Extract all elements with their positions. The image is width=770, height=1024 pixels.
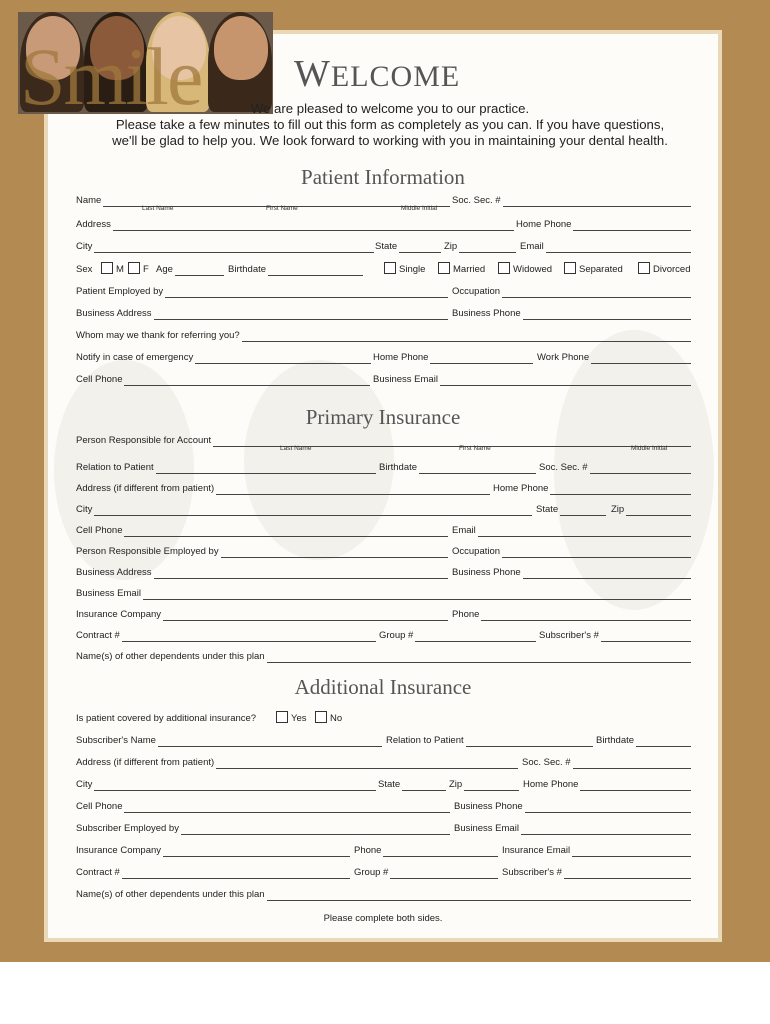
last-name-caption: Last Name [142, 205, 174, 212]
intro-line-2: Please take a few minutes to fill out this form as completely as you can. If you have questions, [115, 117, 665, 132]
covered-no-checkbox[interactable]: No [315, 711, 342, 725]
primary-subscriber-field[interactable]: Subscriber's # [539, 629, 691, 642]
primary-insurance-company-field[interactable]: Insurance Company [76, 608, 448, 621]
row-primary-business [76, 565, 691, 579]
primary-email-field[interactable]: Email [452, 524, 691, 537]
primary-insurance-title: Primary Insurance [305, 405, 461, 429]
primary-address-field[interactable]: Address (if different from patient) [76, 482, 490, 495]
row-sex-status [76, 262, 691, 276]
additional-business-phone-field[interactable]: Business Phone [454, 800, 691, 813]
row-additional-dependents [76, 887, 691, 901]
zip-field[interactable]: Zip [444, 240, 516, 253]
additional-business-email-field[interactable]: Business Email [454, 822, 691, 835]
footer-note: Please complete both sides. [323, 913, 443, 924]
additional-city-field[interactable]: City [76, 778, 376, 791]
occupation-field[interactable]: Occupation [452, 285, 691, 298]
insurance-email-field[interactable]: Insurance Email [502, 844, 691, 857]
primary-group-field[interactable]: Group # [379, 629, 536, 642]
additional-insurance-company-field[interactable]: Insurance Company [76, 844, 350, 857]
row-referral [76, 328, 691, 342]
email-field[interactable]: Email [520, 240, 691, 253]
additional-cell-phone-field[interactable]: Cell Phone [76, 800, 450, 813]
primary-phone-field[interactable]: Phone [452, 608, 691, 621]
row-primary-contract [76, 628, 691, 642]
additional-home-phone-field[interactable]: Home Phone [523, 778, 691, 791]
row-business [76, 306, 691, 320]
row-additional-address [76, 755, 691, 769]
emergency-home-phone-field[interactable]: Home Phone [373, 351, 533, 364]
patient-employed-by-field[interactable]: Patient Employed by [76, 285, 448, 298]
person-responsible-employed-field[interactable]: Person Responsible Employed by [76, 545, 448, 558]
row-additional-company [76, 843, 691, 857]
business-phone-field[interactable]: Business Phone [452, 307, 691, 320]
additional-state-field[interactable]: State [378, 778, 446, 791]
primary-business-phone-field[interactable]: Business Phone [452, 566, 691, 579]
subscriber-employed-field[interactable]: Subscriber Employed by [76, 822, 450, 835]
middle-initial-caption: Middle Initial [401, 205, 438, 212]
primary-business-address-field[interactable]: Business Address [76, 566, 448, 579]
row-subscriber-employed [76, 821, 691, 835]
welcome-title: WELCOME [294, 53, 461, 95]
relation-to-patient-field[interactable]: Relation to Patient [76, 461, 376, 474]
widowed-checkbox[interactable]: Widowed [498, 262, 552, 276]
emergency-contact-field[interactable]: Notify in case of emergency [76, 351, 371, 364]
row-primary-employed [76, 544, 691, 558]
row-address [76, 217, 691, 231]
row-employment [76, 284, 691, 298]
home-phone-field[interactable]: Home Phone [516, 218, 691, 231]
row-primary-address [76, 481, 691, 495]
row-additional-city [76, 777, 691, 791]
smile-logo-text: Smile [20, 31, 202, 114]
row-primary-company [76, 607, 691, 621]
age-field[interactable]: Age [156, 263, 224, 276]
intro-line-3: we'll be glad to help you. We look forward to working with you in maintaining your dental health. [112, 133, 668, 148]
referral-field[interactable]: Whom may we thank for referring you? [76, 329, 691, 342]
sex-f-checkbox[interactable]: F [128, 262, 149, 276]
row-relation [76, 460, 691, 474]
first-name-caption: First Name [266, 205, 298, 212]
primary-occupation-field[interactable]: Occupation [452, 545, 691, 558]
name-field[interactable]: Name [76, 194, 450, 207]
primary-middle-initial-caption: Middle Initial [631, 445, 668, 452]
additional-address-field[interactable]: Address (if different from patient) [76, 756, 518, 769]
additional-insurance-title: Additional Insurance [294, 675, 472, 699]
intro-line-1: We are pleased to welcome you to our practice. [250, 101, 530, 116]
row-primary-dependents [76, 649, 691, 663]
row-primary-cell [76, 523, 691, 537]
patient-information-title: Patient Information [301, 165, 465, 189]
subscriber-name-field[interactable]: Subscriber's Name [76, 734, 382, 747]
primary-state-field[interactable]: State [536, 503, 606, 516]
additional-dependents-field[interactable]: Name(s) of other dependents under this plan [76, 888, 691, 901]
divorced-checkbox[interactable]: Divorced [638, 262, 691, 276]
row-additional-contract [76, 865, 691, 879]
primary-dependents-field[interactable]: Name(s) of other dependents under this plan [76, 650, 691, 663]
primary-ssn-field[interactable]: Soc. Sec. # [539, 461, 691, 474]
row-subscriber-name [76, 733, 691, 747]
row-name [76, 193, 691, 212]
business-email-field[interactable]: Business Email [373, 373, 691, 386]
covered-question: Is patient covered by additional insurance? [76, 713, 257, 724]
primary-business-email-field[interactable]: Business Email [76, 587, 691, 600]
sex-m-checkbox[interactable]: M [101, 262, 124, 276]
smile-photo-logo [18, 12, 273, 114]
work-phone-field[interactable]: Work Phone [537, 351, 691, 364]
row-additional-cell [76, 799, 691, 813]
additional-ssn-field[interactable]: Soc. Sec. # [522, 756, 691, 769]
row-covered [76, 711, 691, 725]
cell-phone-field[interactable]: Cell Phone [76, 373, 370, 386]
row-primary-business-email [76, 586, 691, 600]
birthdate-field[interactable]: Birthdate [228, 263, 363, 276]
state-field[interactable]: State [375, 240, 441, 253]
row-city [76, 239, 691, 253]
primary-last-name-caption: Last Name [280, 445, 312, 452]
additional-relation-field[interactable]: Relation to Patient [386, 734, 593, 747]
city-field[interactable]: City [76, 240, 374, 253]
sex-label: Sex [76, 264, 93, 275]
single-checkbox[interactable]: Single [384, 262, 425, 276]
business-address-field[interactable]: Business Address [76, 307, 448, 320]
primary-city-field[interactable]: City [76, 503, 532, 516]
additional-birthdate-field[interactable]: Birthdate [596, 734, 691, 747]
primary-contract-field[interactable]: Contract # [76, 629, 376, 642]
primary-home-phone-field[interactable]: Home Phone [493, 482, 691, 495]
row-primary-city [76, 502, 691, 516]
primary-first-name-caption: First Name [459, 445, 491, 452]
covered-yes-checkbox[interactable]: Yes [276, 711, 307, 725]
primary-zip-field[interactable]: Zip [611, 503, 691, 516]
primary-birthdate-field[interactable]: Birthdate [379, 461, 536, 474]
row-responsible [76, 433, 691, 452]
additional-subscriber-field[interactable]: Subscriber's # [502, 866, 691, 879]
separated-checkbox[interactable]: Separated [564, 262, 623, 276]
additional-group-field[interactable]: Group # [354, 866, 498, 879]
primary-cell-phone-field[interactable]: Cell Phone [76, 524, 448, 537]
ssn-field[interactable]: Soc. Sec. # [452, 194, 691, 207]
row-cell [76, 372, 691, 386]
row-emergency [76, 350, 691, 364]
address-field[interactable]: Address [76, 218, 514, 231]
married-checkbox[interactable]: Married [438, 262, 485, 276]
person-responsible-field[interactable]: Person Responsible for Account [76, 434, 691, 447]
additional-phone-field[interactable]: Phone [354, 844, 498, 857]
additional-zip-field[interactable]: Zip [449, 778, 519, 791]
additional-contract-field[interactable]: Contract # [76, 866, 350, 879]
